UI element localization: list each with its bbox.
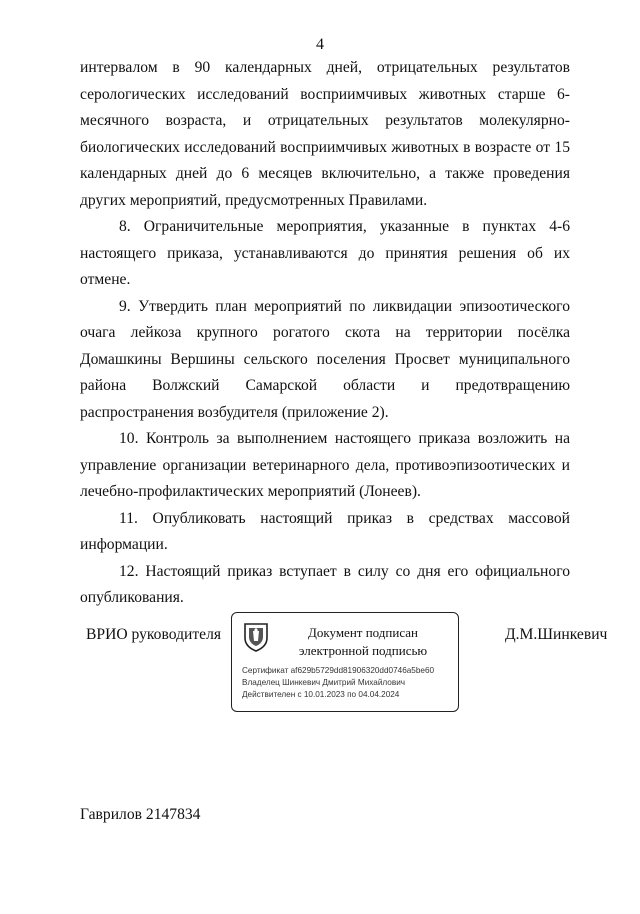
certificate-number: Сертификат af629b5729dd81906320dd0746a5be60: [242, 666, 435, 675]
paragraph-10: 10. Контроль за выполнением настоящего приказа возложить на управление организации ветеринарного дела, противоэпизоотических и лечебно-профилактических мероприятий (Лонеев).: [80, 430, 570, 500]
coat-of-arms-icon: [242, 622, 270, 652]
stamp-title-line-1: Документ подписан: [308, 625, 418, 640]
electronic-signature-stamp: [231, 612, 459, 712]
paragraph-9: 9. Утвердить план мероприятий по ликвидации эпизоотического очага лейкоза крупного рогатого скота на территории посёлка Домашкины Вершины сельского поселения Просвет муниципального района Волжский Самарской области и предотвращению распространения возбудителя (приложение 2).: [80, 297, 570, 421]
stamp-details: [242, 665, 434, 701]
paragraph-11: 11. Опубликовать настоящий приказ в средствах массовой информации.: [80, 509, 570, 553]
paragraph-continuation: интервалом в 90 календарных дней, отрицательных результатов серологических исследований восприимчивых животных старше 6-месячного возраста, и отрицательных результатов молекулярно-биологических исследований восприимчивых животных в возрасте от 15 календарных дней до 6 месяцев включительно, а также проведения других мероприятий, предусмотренных Правилами.: [80, 59, 570, 209]
executor-note: Гаврилов 2147834: [80, 806, 201, 823]
certificate-owner: Владелец Шинкевич Дмитрий Михайлович: [242, 678, 406, 687]
order-body: [80, 55, 570, 612]
paragraph-12: 12. Настоящий приказ вступает в силу со дня его официального опубликования.: [80, 562, 570, 606]
stamp-title-line-2: электронной подписью: [298, 643, 428, 658]
signature-block: [0, 612, 640, 722]
page-number: 4: [316, 36, 324, 53]
signer-name: Д.М.Шинкевич: [505, 626, 608, 643]
paragraph-8: 8. Ограничительные мероприятия, указанные в пунктах 4-6 настоящего приказа, устанавливаются до принятия решения об их отмене.: [80, 218, 570, 288]
stamp-title: [278, 624, 448, 660]
certificate-validity: Действителен с 10.01.2023 по 04.04.2024: [242, 690, 400, 699]
signer-position: ВРИО руководителя: [86, 626, 222, 643]
